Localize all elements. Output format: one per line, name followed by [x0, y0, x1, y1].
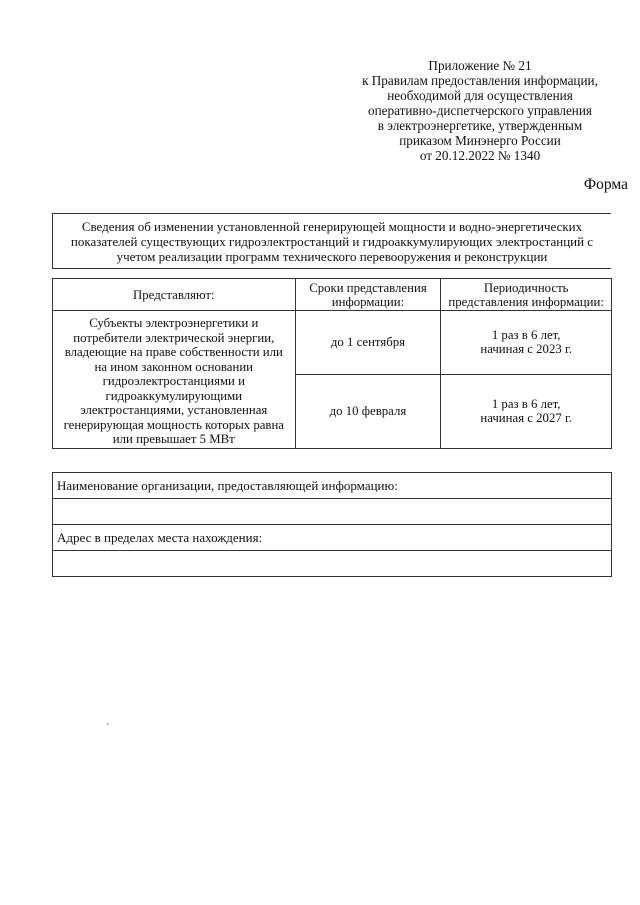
header-period-line: Периодичность — [483, 280, 569, 295]
appendix-line: необходимой для осуществления — [387, 88, 573, 103]
deadline-cell: до 1 сентября — [295, 311, 441, 375]
appendix-line: приказом Минэнерго России — [399, 133, 561, 148]
subjects-line: или превышает 5 МВт — [112, 432, 235, 446]
table-row — [53, 311, 612, 375]
subjects-line: владеющие на праве собственности или — [64, 345, 283, 359]
subjects-line: гидроаккумулирующими — [105, 388, 243, 403]
submission-table — [52, 278, 612, 449]
appendix-line: в электроэнергетике, утвержденным — [377, 118, 583, 133]
appendix-line: к Правилам предоставления информации, — [362, 73, 598, 88]
appendix-line: от 20.12.2022 № 1340 — [419, 148, 541, 163]
table-header-row — [53, 279, 612, 311]
period-cell — [441, 311, 612, 375]
form-title-line: показателей существующих гидроэлектростанций и гидроаккумулирующих электростанций с — [70, 233, 594, 249]
subjects-line: электростанциями, установленная — [80, 403, 268, 417]
appendix-header — [330, 58, 630, 163]
form-title-box — [52, 213, 611, 269]
appendix-line: оперативно-диспетчерского управления — [368, 103, 592, 118]
period-line: 1 раз в 6 лет, — [491, 397, 561, 412]
subjects-line: гидроэлектростанциями и — [102, 374, 245, 388]
address-label: Адрес в пределах места нахождения: — [53, 525, 612, 551]
period-cell — [441, 374, 612, 448]
address-field[interactable] — [53, 551, 612, 577]
subjects-line: Субъекты электроэнергетики и — [89, 316, 259, 330]
form-title-line: учетом реализации программ технического перевооружения и реконструкции — [116, 248, 548, 264]
form-title-line: Сведения об изменении установленной генерирующей мощности и водно-энергетических — [81, 218, 583, 234]
header-period-line: представления информации: — [448, 294, 604, 309]
period-line: начиная с 2023 г. — [480, 342, 572, 357]
appendix-line: Приложение № 21 — [428, 58, 532, 73]
header-deadline — [295, 279, 441, 311]
header-deadline-line: информации: — [331, 294, 405, 309]
period-line: начиная с 2027 г. — [480, 411, 572, 426]
subjects-line: потребители электрической энергии, — [73, 330, 275, 345]
subjects-line: генерирующая мощность которых равна — [63, 417, 284, 432]
subjects-cell — [53, 311, 296, 449]
header-who: Представляют: — [53, 279, 296, 311]
org-name-label: Наименование организации, предоставляющей информацию: — [53, 473, 612, 499]
header-deadline-line: Сроки представления — [309, 280, 427, 295]
subjects-line: на ином законном основании — [94, 359, 254, 374]
deadline-cell: до 10 февраля — [295, 374, 441, 448]
scan-mark: ' — [107, 722, 109, 733]
form-title — [67, 219, 597, 264]
org-name-field[interactable] — [53, 499, 612, 525]
header-period — [441, 279, 612, 311]
organization-table — [52, 472, 612, 577]
period-line: 1 раз в 6 лет, — [491, 328, 561, 343]
form-label: Форма — [583, 176, 628, 193]
